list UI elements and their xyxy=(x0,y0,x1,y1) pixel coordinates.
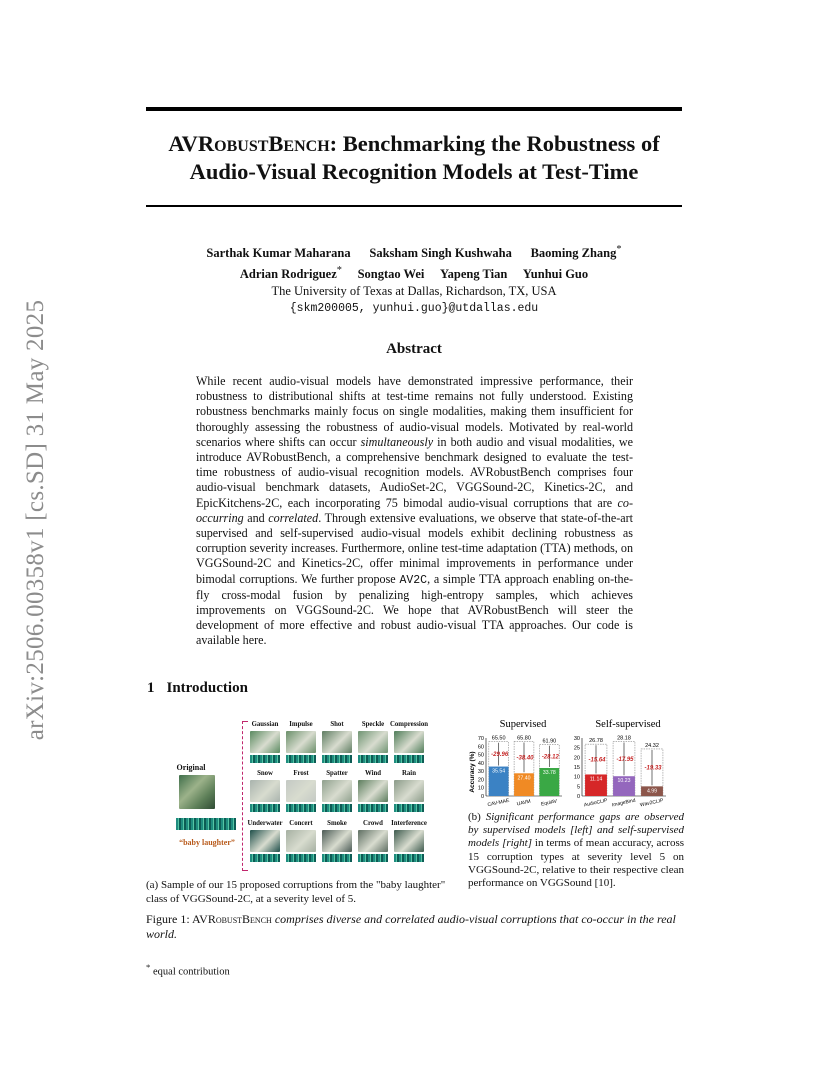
selfsup-title: Self-supervised xyxy=(595,719,661,730)
author-1: Sarthak Kumar Maharana xyxy=(206,246,351,261)
drop-value-label: -17.95 xyxy=(616,756,634,763)
corruption-label: Spatter xyxy=(326,770,348,777)
title-brand-rest: RobustBench xyxy=(197,131,330,156)
author-block xyxy=(130,241,698,317)
corruption-frame-image xyxy=(358,830,388,852)
original-frame-image xyxy=(179,775,215,809)
corruption-label: Concert xyxy=(289,820,313,827)
corruption-frame-image xyxy=(322,780,352,802)
author-6: Yapeng Tian xyxy=(440,267,508,282)
y-tick-label: 10 xyxy=(573,774,580,781)
figure-1-brand-rest: RobustBench xyxy=(207,912,272,926)
corruption-spectrogram xyxy=(394,804,424,812)
paper-title xyxy=(130,130,698,186)
abstract-emphasis-3: correlated xyxy=(268,510,319,525)
corruption-spectrogram xyxy=(322,804,352,812)
clean-value-label: 61.90 xyxy=(542,738,557,745)
corruption-frame-image xyxy=(358,780,388,802)
author-email: {skm200005, yunhui.guo}@utdallas.edu xyxy=(289,302,539,316)
sound-label: “baby laughter” xyxy=(179,838,235,847)
title-brand-av: AV xyxy=(168,131,198,156)
clean-value-label: 65.50 xyxy=(491,735,506,742)
category-label: Wav2CLIP xyxy=(639,797,665,809)
category-label: AudioCLIP xyxy=(583,797,609,809)
y-tick-label: 20 xyxy=(573,755,580,762)
corruption-spectrogram xyxy=(358,804,388,812)
corruption-frame-image xyxy=(250,731,280,753)
drop-value-label: -15.64 xyxy=(588,757,606,764)
corruption-spectrogram xyxy=(250,755,280,763)
corruption-label: Smoke xyxy=(327,820,347,827)
y-tick-label: 5 xyxy=(576,784,580,791)
y-tick-label: 15 xyxy=(573,765,580,771)
corruption-frame-image xyxy=(394,731,424,753)
figure-1-caption xyxy=(146,912,684,942)
supervised-title: Supervised xyxy=(499,719,547,730)
original-spectrogram xyxy=(176,818,236,830)
abstract-text-4: , a simple TTA approach enabling on-the-fly cross-modal fusion by penalizing high-entropy samples, which achieves improvements on VGGSound-2C. We hope that AVRobustBench will steer the development of more effective and robust audio-visual TTA approaches. Our code is available here. xyxy=(196,571,633,648)
clean-value-label: 65.80 xyxy=(517,735,531,742)
title-top-rule xyxy=(146,107,682,111)
category-label: EquiAV xyxy=(540,798,558,808)
author-7: Yunhui Guo xyxy=(522,267,589,282)
y-tick-label: 40 xyxy=(477,760,484,767)
corrupted-value-label: 11.14 xyxy=(589,776,603,783)
title-line1-rest: : Benchmarking the Robustness of xyxy=(329,131,660,156)
corruption-spectrogram xyxy=(322,755,352,763)
abstract-text-2b: and xyxy=(243,510,269,525)
figure-1-label: Figure 1: xyxy=(146,912,193,926)
corruption-frame-image xyxy=(250,780,280,802)
abstract-text-3: . Through extensive evaluations, we observe that state-of-the-art supervised and self-supervised audio-visual models exhibit declining robustness as corruption severity increases. Furthermore, online test-time adaptation (TTA) methods, on VGGSound-2C and Kinetics-2C, offer minimal improvements in performance under bimodal corruptions. We further propose xyxy=(196,510,633,586)
corrupted-value-label: 35.54 xyxy=(492,768,506,775)
y-tick-label: 50 xyxy=(477,752,484,759)
corruption-frame-image xyxy=(286,780,316,802)
corrupted-value-label: 33.78 xyxy=(542,770,556,777)
corruption-label: Frost xyxy=(293,770,309,777)
corruption-frame-image xyxy=(322,731,352,753)
corruption-spectrogram xyxy=(358,854,388,862)
corruption-label: Speckle xyxy=(361,721,385,728)
corruption-label: Impulse xyxy=(289,721,313,728)
y-tick-label: 30 xyxy=(573,736,580,742)
figure-b-bar-charts xyxy=(470,716,682,812)
y-axis-label: Accuracy (%) xyxy=(469,751,476,793)
footnote-text: equal contribution xyxy=(150,966,230,978)
section-number: 1 xyxy=(147,680,155,696)
title-line2: Audio-Visual Recognition Models at Test-Time xyxy=(189,159,639,184)
figure-b-svg xyxy=(470,716,682,812)
figure-b-caption-rest: in terms of mean accuracy, across 15 corruption types at severity level 5 on VGGSound-2C, relative to their respective clean performance on VGGSound [10]. xyxy=(468,837,685,890)
corruption-label: Wind xyxy=(364,770,382,777)
corrupted-value-label: 4.99 xyxy=(646,788,658,795)
corruption-label: Crowd xyxy=(363,820,383,827)
corruption-label: Snow xyxy=(257,770,273,777)
corruption-frame-image xyxy=(358,731,388,753)
drop-value-label: -29.96 xyxy=(491,752,509,759)
corruption-spectrogram xyxy=(286,804,316,812)
y-tick-label: 70 xyxy=(477,736,484,742)
abstract-emphasis-2: co-occurring xyxy=(196,495,633,525)
clean-value-label: 24.32 xyxy=(645,742,659,749)
figure-b-caption-prefix: (b) xyxy=(468,811,486,823)
corrupted-value-label: 27.40 xyxy=(517,775,531,782)
corruption-spectrogram xyxy=(286,854,316,862)
corruption-label: Compression xyxy=(389,721,429,728)
y-tick-label: 10 xyxy=(477,785,484,792)
corruption-label: Shot xyxy=(330,721,344,728)
abstract-method-name: AV2C xyxy=(399,573,428,587)
abstract-emphasis-1: simultaneously xyxy=(360,434,434,449)
abstract-heading: Abstract xyxy=(386,341,442,357)
corruption-spectrogram xyxy=(286,755,316,763)
corruption-spectrogram xyxy=(358,755,388,763)
corruption-label: Underwater xyxy=(247,820,283,827)
y-tick-label: 30 xyxy=(477,769,484,776)
corruption-frame-image xyxy=(286,830,316,852)
author-4-mark: * xyxy=(336,265,342,277)
clean-value-label: 26.78 xyxy=(589,738,603,745)
arxiv-identifier: arXiv:2506.00358v1 [cs.SD] 31 May 2025 xyxy=(22,299,49,741)
figure-1-caption-text: comprises diverse and correlated audio-visual corruptions that co-occur in the real world. xyxy=(146,912,676,941)
corruption-frame-image xyxy=(394,830,424,852)
divider-dashed xyxy=(242,721,243,871)
section-title: Introduction xyxy=(166,680,248,696)
figure-1-brand-av: AV xyxy=(192,912,208,926)
title-bottom-rule xyxy=(146,205,682,207)
drop-value-label: -28.12 xyxy=(541,754,559,761)
abstract-text-2: in both audio and visual modalities, we introduce AVRobustBench, a comprehensive benchmark designed to evaluate the test-time robustness of audio-visual recognition models. AVRobustBench comprises four audio-visual benchmark datasets, AudioSet-2C, VGGSound-2C, Kinetics-2C, and EpicKitchens-2C, each incorporating 75 bimodal audio-visual corruptions that are xyxy=(196,434,633,510)
y-tick-label: 0 xyxy=(576,794,580,800)
corrupted-value-label: 10.23 xyxy=(617,778,631,785)
divider-dashed-bottom xyxy=(242,870,248,871)
y-tick-label: 20 xyxy=(477,777,484,784)
corruption-frame-image xyxy=(394,780,424,802)
drop-value-label: -38.40 xyxy=(516,755,534,762)
abstract-text-1: While recent audio-visual models have demonstrated impressive performance, their robustness to distributional shifts at test-time remains not fully understood. Existing robustness benchmarks mainly focus on single modalities, making them insufficient for thoroughly assessing the robustness of audio-visual models. Motivated by real-world scenarios where shifts can occur xyxy=(196,374,633,449)
affiliation: The University of Texas at Dallas, Richardson, TX, USA xyxy=(271,284,557,299)
corruption-spectrogram xyxy=(322,854,352,862)
clean-value-label: 28.18 xyxy=(617,735,631,742)
corruption-spectrogram xyxy=(250,854,280,862)
corruption-spectrogram xyxy=(250,804,280,812)
abstract-body xyxy=(196,374,633,649)
corruption-frame-image xyxy=(250,830,280,852)
corruption-spectrogram xyxy=(394,755,424,763)
original-label: Original xyxy=(176,763,206,772)
y-tick-label: 25 xyxy=(573,745,580,752)
y-tick-label: 60 xyxy=(477,744,484,751)
figure-a-caption: (a) Sample of our 15 proposed corruptions from the "baby laughter" class of VGGSound-2C, at a severity level of 5. xyxy=(146,879,446,905)
corruption-label: Rain xyxy=(402,770,416,777)
figure-a-corruption-grid xyxy=(146,717,464,877)
author-3: Baoming Zhang xyxy=(530,246,617,261)
category-label: ImageBind xyxy=(611,797,637,809)
author-5: Songtao Wei xyxy=(357,267,425,282)
corruption-label: Interference xyxy=(391,820,427,827)
y-tick-label: 0 xyxy=(480,794,484,800)
drop-value-label: -19.33 xyxy=(644,765,662,772)
footnote xyxy=(146,962,230,978)
author-3-mark: * xyxy=(616,244,622,255)
category-label: CAV-MAE xyxy=(487,797,510,809)
corruption-frame-image xyxy=(286,731,316,753)
footnote-mark: * xyxy=(146,962,151,972)
corruption-spectrogram xyxy=(394,854,424,862)
author-2: Saksham Singh Kushwaha xyxy=(369,246,512,261)
corruption-label: Gaussian xyxy=(251,721,279,728)
figure-b-caption-emphasis: Significant performance gaps are observed by supervised models [left] and self-supervised models [right] xyxy=(468,811,685,850)
author-4: Adrian Rodriguez xyxy=(239,267,337,282)
category-label: UAVM xyxy=(516,798,532,808)
section-heading xyxy=(147,680,248,697)
corruption-frame-image xyxy=(322,830,352,852)
figure-b-caption xyxy=(468,811,684,890)
